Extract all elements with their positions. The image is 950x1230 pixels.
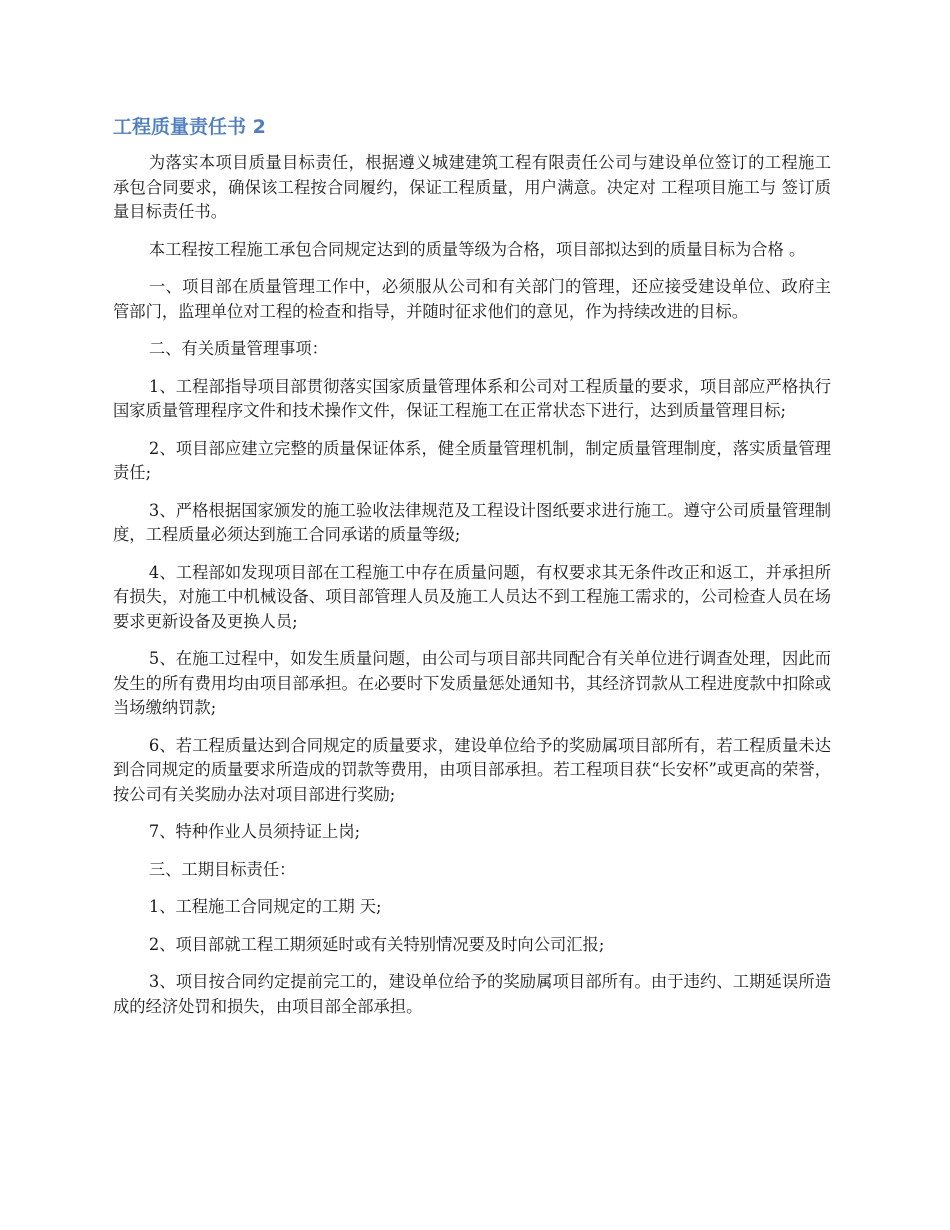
- paragraph-item-2-2: 2、项目部应建立完整的质量保证体系，健全质量管理机制，制定质量管理制度，落实质量管理责任;: [113, 438, 831, 482]
- paragraph-item-2-1: 1、工程部指导项目部贯彻落实国家质量管理体系和公司对工程质量的要求，项目部应严格执行国家质量管理程序文件和技术操作文件，保证工程施工在正常状态下进行，达到质量管理目标;: [113, 376, 831, 420]
- paragraph-section-3-heading: 三、工期目标责任：: [148, 859, 296, 879]
- paragraph-item-2-7: 7、特种作业人员须持证上岗;: [148, 822, 361, 841]
- paragraph-quality-grade: 本工程按工程施工承包合同规定达到的质量等级为合格，项目部拟达到的质量目标为合格 。: [148, 239, 806, 259]
- paragraph-item-2-6: 6、若工程质量达到合同规定的质量要求，建设单位给予的奖励属项目部所有，若工程质量未达到合同规定的质量要求所造成的罚款等费用，由项目部承担。若工程项目获“长安杯”或更高的荣誉，按公司有关奖励办法对项目部进行奖励;: [113, 735, 831, 804]
- document-body: [113, 151, 831, 1032]
- paragraph-item-3-3: 3、项目按合同约定提前完工的，建设单位给予的奖励属项目部所有。由于违约、工期延误所造成的经济处罚和损失，由项目部全部承担。: [113, 972, 831, 1016]
- paragraph-item-2-5: 5、在施工过程中，如发生质量问题，由公司与项目部共同配合有关单位进行调查处理，因此而发生的所有费用均由项目部承担。在必要时下发质量惩处通知书，其经济罚款从工程进度款中扣除或当场缴纳罚款;: [113, 649, 831, 717]
- paragraph-item-3-1: 1、工程施工合同规定的工期 天;: [148, 897, 382, 916]
- document-title: 工程质量责任书 2: [113, 116, 266, 138]
- paragraph-intro: 为落实本项目质量目标责任，根据遵义城建建筑工程有限责任公司与建设单位签订的工程施工承包合同要求，确保该工程按合同履约，保证工程质量，用户满意。决定对 工程项目施工与 签订质量目标责任书。: [113, 153, 831, 221]
- paragraph-section-2-heading: 二、有关质量管理事项：: [148, 339, 328, 358]
- paragraph-item-2-3: 3、严格根据国家颁发的施工验收法律规范及工程设计图纸要求进行施工。遵守公司质量管理制度，工程质量必须达到施工合同承诺的质量等级;: [113, 500, 831, 544]
- paragraph-item-3-2: 2、项目部就工程工期须延时或有关特别情况要及时向公司汇报;: [148, 934, 605, 954]
- paragraph-item-2-4: 4、工程部如发现项目部在工程施工中存在质量问题，有权要求其无条件改正和返工，并承担所有损失，对施工中机械设备、项目部管理人员及施工人员达不到工程施工需求的，公司检查人员在场要求更新设备及更换人员;: [113, 562, 831, 631]
- paragraph-section-1: 一、项目部在质量管理工作中，必须服从公司和有关部门的管理，还应接受建设单位、政府主管部门，监理单位对工程的检查和指导，并随时征求他们的意见，作为持续改进的目标。: [113, 277, 831, 321]
